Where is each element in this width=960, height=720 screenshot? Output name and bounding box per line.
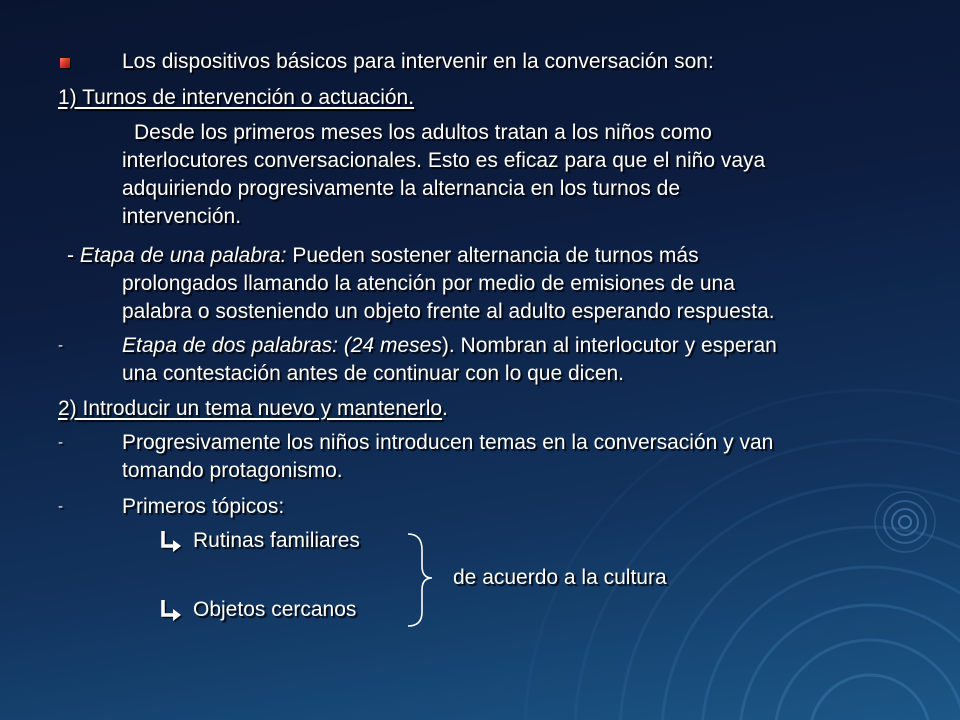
section1-paragraph-line: Desde los primeros meses los adultos tratan a los niños como bbox=[134, 121, 712, 144]
stage-two-dash: - bbox=[58, 337, 63, 354]
topic-label: Objetos cercanos bbox=[193, 598, 357, 621]
right-brace-icon bbox=[400, 528, 444, 632]
stage-one-label: Etapa de una palabra: bbox=[79, 244, 287, 267]
item-dash: - bbox=[58, 498, 63, 515]
stage-one-dash: - bbox=[67, 244, 74, 267]
brace-note: de acuerdo a la cultura bbox=[453, 566, 667, 589]
stage-one-text: Pueden sostener alternancia de turnos más bbox=[286, 244, 699, 267]
arrow-down-right-icon bbox=[158, 598, 184, 622]
section2-heading-text: 2) Introducir un tema nuevo y mantenerlo bbox=[58, 397, 443, 420]
stage-two-text: ). Nombran al interlocutor y esperan bbox=[441, 334, 777, 357]
section2-heading-end: . bbox=[442, 397, 448, 420]
stage-one-line: palabra o sosteniendo un objeto frente al adulto esperando respuesta. bbox=[122, 300, 775, 323]
arrow-down-right-icon bbox=[158, 529, 184, 553]
item-dash: - bbox=[58, 434, 63, 451]
section1-paragraph-line: adquiriendo progresivamente la alternancia en los turnos de bbox=[122, 177, 681, 200]
intro-text: Los dispositivos básicos para intervenir en la conversación son: bbox=[122, 50, 714, 73]
section1-paragraph-line: interlocutores conversacionales. Esto es eficaz para que el niño vaya bbox=[122, 149, 766, 172]
stage-two-first-line bbox=[122, 334, 777, 358]
section1-heading: 1) Turnos de intervención o actuación. bbox=[58, 86, 415, 109]
stage-one-first-line bbox=[67, 244, 699, 268]
bullet-icon bbox=[60, 58, 70, 68]
item-line: Progresivamente los niños introducen temas en la conversación y van bbox=[122, 431, 774, 454]
topic-label: Rutinas familiares bbox=[193, 529, 360, 552]
stage-two-line: una contestación antes de continuar con lo que dicen. bbox=[122, 362, 625, 385]
section1-paragraph-line: intervención. bbox=[122, 205, 242, 228]
item-line: tomando protagonismo. bbox=[122, 459, 343, 482]
stage-one-line: prolongados llamando la atención por medio de emisiones de una bbox=[122, 272, 735, 295]
item-line: Primeros tópicos: bbox=[122, 495, 285, 518]
stage-two-label: Etapa de dos palabras: (24 meses bbox=[122, 334, 442, 357]
section2-heading bbox=[58, 397, 448, 421]
